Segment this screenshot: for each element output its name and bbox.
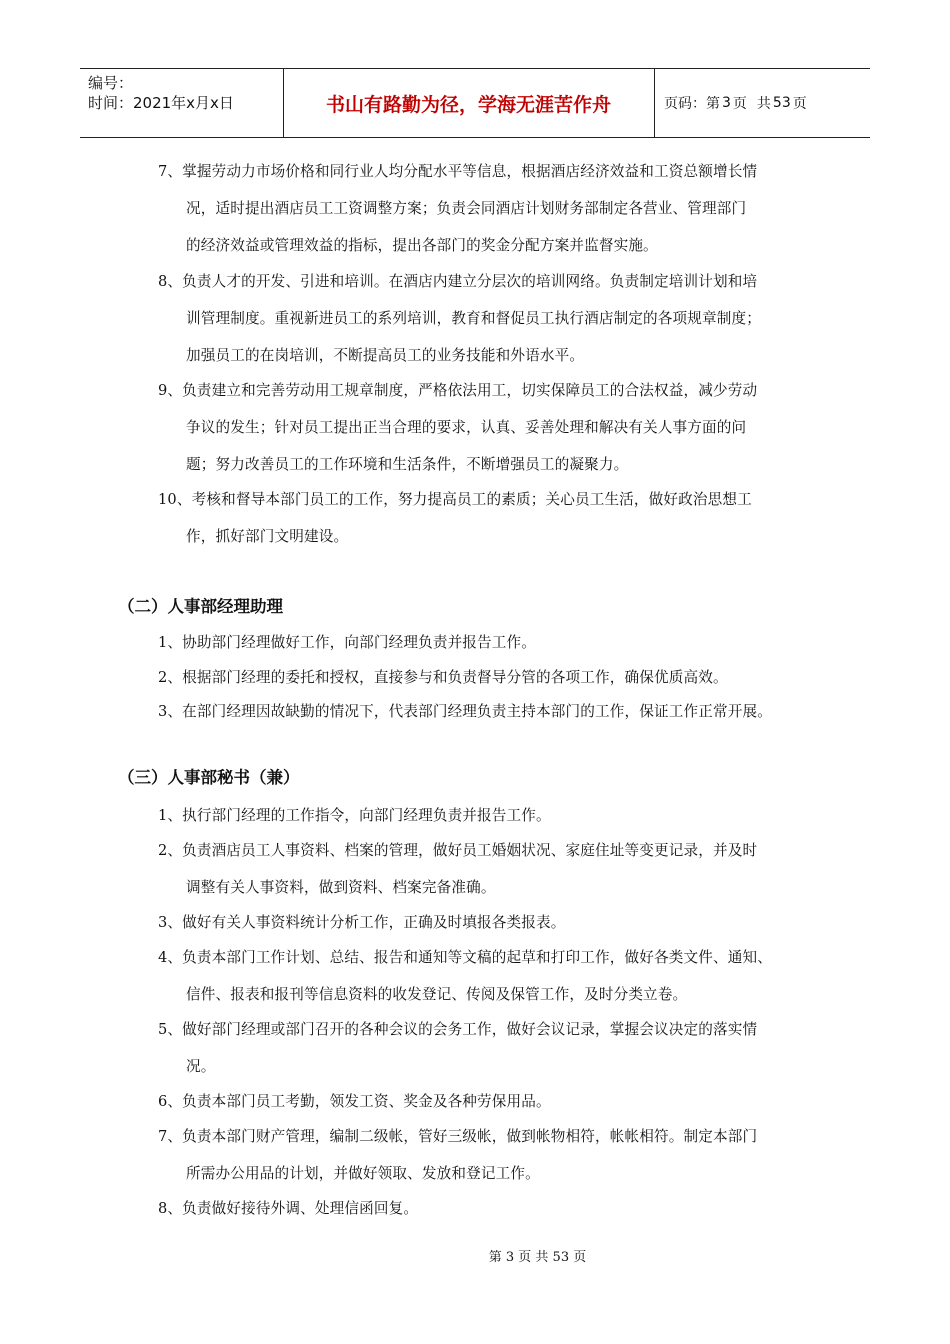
body-line: 所需办公用品的计划，并做好领取、发放和登记工作。 — [186, 1165, 540, 1182]
body-line: 2、负责酒店员工人事资料、档案的管理，做好员工婚姻状况、家庭住址等变更记录，并及时 — [158, 842, 758, 859]
header-meta — [88, 73, 278, 113]
body-line: 调整有关人事资料，做到资料、档案完备准确。 — [186, 879, 496, 896]
body-line: 3、在部门经理因故缺勤的情况下，代表部门经理负责主持本部门的工作，保证工作正常开展。 — [158, 703, 772, 720]
page-info-suffix: 页 — [792, 96, 807, 112]
document-code-label: 编号： — [88, 74, 134, 92]
body-line: 9、负责建立和完善劳动用工规章制度，严格依法用工，切实保障员工的合法权益，减少劳动 — [158, 382, 758, 399]
page-info-mid: 页 — [732, 96, 747, 112]
body-line: 7、负责本部门财产管理，编制二级帐，管好三级帐，做到帐物相符，帐帐相符。制定本部门 — [158, 1128, 758, 1145]
body-line: 5、做好部门经理或部门召开的各种会议的会务工作，做好会议记录，掌握会议决定的落实情 — [158, 1021, 758, 1038]
header-page-info — [664, 69, 807, 137]
body-line: 8、负责人才的开发、引进和培训。在酒店内建立分层次的培训网络。负责制定培训计划和培 — [158, 273, 758, 290]
body-line: 信件、报表和报刊等信息资料的收发登记、传阅及保管工作，及时分类立卷。 — [186, 986, 688, 1003]
body-line: 况，适时提出酒店员工工资调整方案；负责会同酒店计划财务部制定各营业、管理部门 — [186, 200, 747, 217]
body-line: 6、负责本部门员工考勤，领发工资、奖金及各种劳保用品。 — [158, 1093, 551, 1110]
body-line: 题；努力改善员工的工作环境和生活条件，不断增强员工的凝聚力。 — [186, 456, 629, 473]
body-line: 1、协助部门经理做好工作，向部门经理负责并报告工作。 — [158, 634, 537, 651]
body-line: 3、做好有关人事资料统计分析工作，正确及时填报各类报表。 — [158, 914, 566, 931]
page-footer: 第 3 页 共 53 页 — [488, 1250, 587, 1265]
page-total: 53 — [772, 95, 791, 111]
page-header — [80, 68, 870, 138]
body-line: 加强员工的在岗培训，不断提高员工的业务技能和外语水平。 — [186, 347, 585, 364]
body-line: 7、掌握劳动力市场价格和同行业人均分配水平等信息，根据酒店经济效益和工资总额增长情 — [158, 163, 758, 180]
body-line: 10、考核和督导本部门员工的工作，努力提高员工的素质；关心员工生活，做好政治思想工 — [158, 491, 752, 508]
body-line: 况。 — [186, 1058, 216, 1075]
body-line: 4、负责本部门工作计划、总结、报告和通知等文稿的起草和打印工作，做好各类文件、通知、 — [158, 949, 772, 966]
page-number: 3 — [722, 95, 731, 111]
header-divider — [654, 69, 655, 137]
body-line: 8、负责做好接待外调、处理信函回复。 — [158, 1200, 419, 1217]
page-total-prefix: 共 — [756, 96, 771, 112]
body-line: 2、根据部门经理的委托和授权，直接参与和负责督导分管的各项工作，确保优质高效。 — [158, 669, 728, 686]
page-info-prefix: 页码：第 — [664, 96, 720, 112]
body-line: 1、执行部门经理的工作指令，向部门经理负责并报告工作。 — [158, 807, 551, 824]
body-line: 训管理制度。重视新进员工的系列培训，教育和督促员工执行酒店制定的各项规章制度； — [186, 310, 762, 327]
header-motto: 书山有路勤为径，学海无涯苦作舟 — [325, 93, 611, 116]
body-line: 争议的发生；针对员工提出正当合理的要求，认真、妥善处理和解决有关人事方面的问 — [186, 419, 747, 436]
section-heading: （二）人事部经理助理 — [118, 597, 283, 616]
document-date-label: 时间：2021年x月x日 — [88, 94, 234, 112]
body-line: 的经济效益或管理效益的指标，提出各部门的奖金分配方案并监督实施。 — [186, 237, 658, 254]
body-line: 作，抓好部门文明建设。 — [186, 528, 349, 545]
section-heading: （三）人事部秘书（兼） — [118, 768, 300, 787]
